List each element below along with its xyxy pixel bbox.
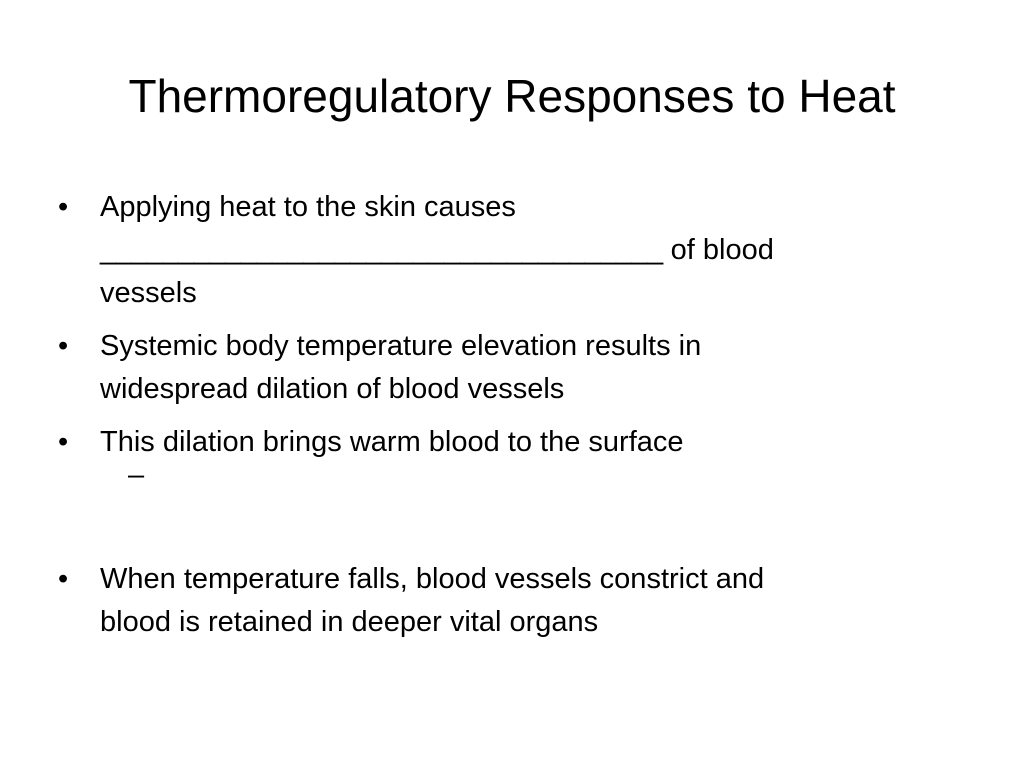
bullet-text-line: Systemic body temperature elevation results in [100, 330, 702, 362]
bullet-icon: • [58, 563, 69, 595]
bullet-item-temperature-falls [58, 558, 958, 644]
bullet-text-line: blood is retained in deeper vital organs [100, 606, 599, 638]
bullet-text-line: When temperature falls, blood vessels constrict and [100, 563, 765, 595]
sub-bullet-empty [58, 460, 958, 494]
bullet-item-dilation [58, 421, 958, 464]
bullet-icon: • [58, 330, 69, 362]
slide-title: Thermoregulatory Responses to Heat [128, 70, 896, 122]
bullet-text-line: widespread dilation of blood vessels [100, 373, 565, 405]
bullet-text-line: Applying heat to the skin causes [100, 191, 516, 223]
bullet-item-skin-heat [58, 186, 958, 315]
bullet-text-line [100, 229, 958, 272]
bullet-item-systemic-elevation [58, 325, 958, 411]
bullet-text-fragment: of blood [662, 234, 774, 266]
bullet-text-line: vessels [100, 277, 197, 309]
bullet-list [58, 186, 958, 654]
bullet-icon: • [58, 426, 69, 458]
bullet-icon: • [58, 191, 69, 223]
bullet-text-line: This dilation brings warm blood to the surface [100, 426, 684, 458]
fill-in-blank: ____________________________________ [100, 234, 663, 266]
dash-icon: – [128, 459, 145, 491]
